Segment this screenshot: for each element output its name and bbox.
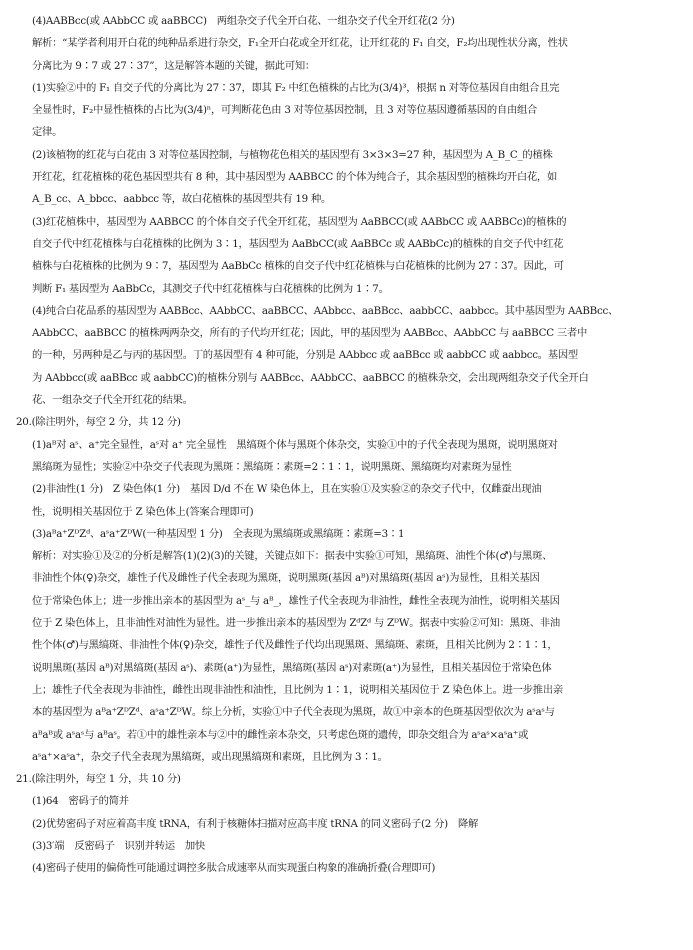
text-line: 非油性个体(♀)杂交，雄性子代及雌性子代全表现为黑斑，说明黑斑(基因 aᴮ)对黑缟斑(基因 aˢ)为显性，且相关基因 [32, 572, 540, 585]
question-heading: 21.(除注明外，每空 1 分，共 10 分) [16, 773, 181, 786]
text-line: 黑缟斑为显性；实验②中杂交子代表现为黑斑∶黑缟斑∶素斑=2∶1∶1，说明黑斑、黑缟斑均对素斑为显性 [32, 460, 512, 473]
text-line: 全显性时，F₂中显性植株的占比为(3/4)ⁿ，可判断花色由 3 对等位基因控制，且 3 对等位基因遵循基因的自由组合 [32, 104, 538, 117]
text-line: 花、一组杂交子代全开红花的结果。 [32, 394, 193, 407]
text-line: A_B_cc、A_bbcc、aabbcc 等，故白花植株的基因型共有 19 种。 [32, 193, 332, 206]
text-line: 解析：“某学者利用开白花的纯种品系进行杂交，F₁全开白花或全开红花，让开红花的 F₁ 自交，F₂均出现性状分离，性状 [32, 37, 568, 50]
text-line: 自交子代中红花植株与白花植株的比例为 3∶1，基因型为 AaBbCC(或 AaBBCc 或 AABbCc)的植株的自交子代中红花 [32, 237, 564, 250]
text-line: 开红花，红花植株的花色基因型共有 8 种，其中基因型为 AABBCC 的个体为纯合子，其余基因型的植株均开白花，如 [32, 171, 558, 184]
text-line: 上；雄性子代全表现为非油性，雌性出现非油性和油性，且比例为 1∶1，说明相关基因位于 Z 染色体上。进一步推出亲 [32, 683, 563, 696]
text-line: 解析：对实验①及②的分析是解答(1)(2)(3)的关键，关键点如下：据表中实验①可知，黑缟斑、油性个体(♂)与黑斑、 [32, 550, 553, 563]
text-line: (4)AABBcc(或 AAbbCC 或 aaBBCC) 两组杂交子代全开白花、一组杂交子代全开红花(2 分) [32, 15, 455, 27]
text-line: aˢa⁺×aˢa⁺，杂交子代全表现为黑缟斑，或出现黑缟斑和素斑，且比例为 3∶1。 [32, 750, 388, 763]
text-line: 判断 F₁ 基因型为 AaBbCc，其测交子代中红花植株与白花植株的比例为 1∶7。 [32, 282, 389, 295]
text-line: (2)该植物的红花与白花由 3 对等位基因控制，与植物花色相关的基因型有 3×3×3=27 种，基因型为 A_B_C_的植株 [32, 148, 553, 161]
text-line: (4)纯合白花品系的基因型为 AABBcc、AAbbCC、aaBBCC、AAbbcc、aaBBcc、aabbCC、aabbcc。其中基因型为 AABBcc、 [32, 304, 619, 317]
text-line: 植株与白花植株的比例为 9∶7，基因型为 AaBbCc 植株的自交子代中红花植株与白花植株的比例为 27∶37。因此，可 [32, 260, 564, 273]
text-line: 分离比为 9∶7 或 27∶37”，这是解答本题的关键，据此可知： [32, 59, 315, 72]
text-line: 性个体(♂)与黑缟斑、非油性个体(♀)杂交，雄性子代及雌性子代均出现黑斑、黑缟斑、素斑，且相关比例为 2∶1∶1， [32, 639, 558, 652]
text-line: 位于 Z 染色体上，且非油性对油性为显性。进一步推出亲本的基因型为 ZᵈZᵈ 与 ZᴰW。据表中实验②可知：黑斑、非油 [32, 617, 560, 630]
text-line: (3)3′端 反密码子 识别并转运 加快 [32, 839, 205, 852]
text-line: 为 AAbbcc(或 aaBBcc 或 aabbCC)的植株分别与 AABBcc、AAbbCC、aaBBCC 的植株杂交，会出现两组杂交子代全开白 [32, 371, 589, 384]
text-line: 位于常染色体上；进一步推出亲本的基因型为 aˢ_与 aᴮ_，雄性子代全表现为非油性，雌性全表现为油性，说明相关基因 [32, 594, 560, 607]
text-line: (3)红花植株中，基因型为 AABBCC 的个体自交子代全开红花，基因型为 AaBBCC(或 AABbCC 或 AABBCc)的植株的 [32, 215, 567, 228]
text-line: AAbbCC、aaBBCC 的植株两两杂交，所有的子代均开红花；因此，甲的基因型为 AABBcc、AAbbCC 与 aaBBCC 三者中 [32, 327, 588, 340]
text-line: (1)aᴮ对 aˢ、a⁺完全显性，aˢ对 a⁺ 完全显性 黑缟斑个体与黑斑个体杂交，实验①中的子代全表现为黑斑，说明黑斑对 [32, 438, 558, 451]
text-line: (4)密码子使用的偏倚性可能通过调控多肽合成速率从而实现蛋白构象的准确折叠(合理即可) [32, 862, 436, 875]
text-line: 本的基因型为 aᴮa⁺ZᴰZᵈ、aˢa⁺ZᴰW。综上分析，实验①中子代全表现为黑斑，故①中亲本的色斑基因型依次为 aˢaˢ与 [32, 706, 555, 719]
text-line: 说明黑斑(基因 aᴮ)对黑缟斑(基因 aˢ)、素斑(a⁺)为显性，黑缟斑(基因 aˢ)对素斑(a⁺)为显性，且相关基因位于常染色体 [32, 661, 552, 674]
text-line: 定律。 [32, 126, 63, 139]
text-line: (1)64 密码子的简并 [32, 795, 129, 808]
question-heading: 20.(除注明外，每空 2 分，共 12 分) [16, 416, 181, 429]
text-line: 的一种，另两种是乙与丙的基因型。丁的基因型有 4 种可能，分别是 AAbbcc 或 aaBBcc 或 aabbCC 或 aabbcc。基因型 [32, 349, 578, 362]
text-line: (1)实验②中的 F₁ 自交子代的分离比为 27∶37，即其 F₂ 中红色植株的占比为(3/4)³，根据 n 对等位基因自由组合且完 [32, 81, 560, 94]
text-line: (3)aᴮa⁺ZᴰZᵈ、aˢa⁺ZᴰW(一种基因型 1 分) 全表现为黑缟斑或黑缟斑∶素斑=3∶1 [32, 527, 405, 540]
text-line: (2)非油性(1 分) Z 染色体(1 分) 基因 D/d 不在 W 染色体上，且在实验①及实验②的杂交子代中，仅雌蚕出现油 [32, 483, 542, 496]
text-line: 性，说明相关基因位于 Z 染色体上(答案合理即可) [32, 505, 254, 518]
text-line: (2)优势密码子对应着高丰度 tRNA，有利于核糖体扫描对应高丰度 tRNA 的同义密码子(2 分) 降解 [32, 817, 479, 830]
text-line: aᴮaᴮ或 aˢaˢ与 aᴮaˢ。若①中的雄性亲本与②中的雌性亲本杂交，只考虑色斑的遗传，即杂交组合为 aˢaˢ×aˢa⁺或 [32, 728, 529, 741]
